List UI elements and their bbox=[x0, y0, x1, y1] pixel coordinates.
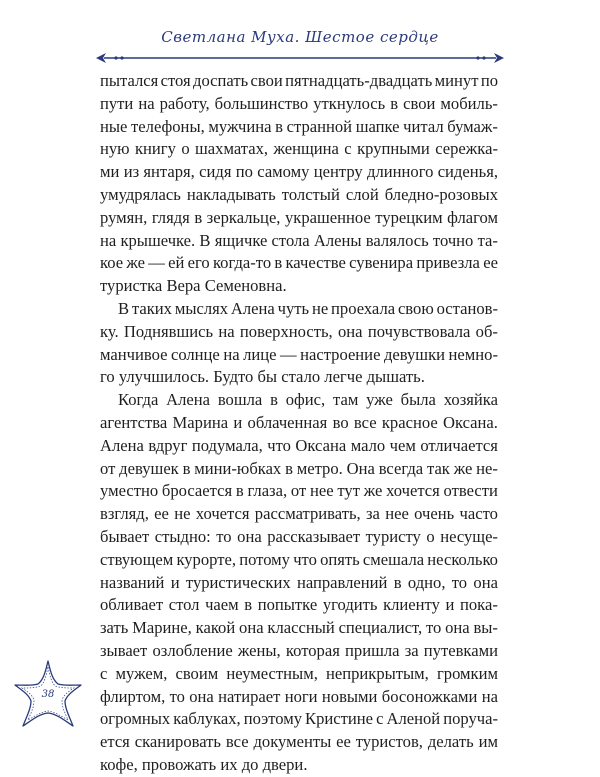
text-line: взгляд, ее не хочется рассматривать, за нее очень часто bbox=[100, 504, 498, 524]
text-line: уместно бросается в глаза, от нее тут же хочется отвести bbox=[100, 481, 498, 501]
arrow-divider-icon bbox=[94, 52, 506, 64]
text-line: зать Марине, какой она классный специалист, то она вы- bbox=[100, 618, 498, 638]
text-line: флиртом, то она натирает ноги новыми босоножками на bbox=[100, 686, 498, 706]
text-line: ствующем курорте, потому что опять смешала несколько bbox=[100, 549, 498, 569]
text-line: названий и туристических направлений в одно, то она bbox=[100, 572, 498, 592]
text-line: го улучшилось. Будто бы стало легче дышать. bbox=[100, 367, 425, 387]
page-header bbox=[0, 0, 600, 64]
text-line: ется сканировать все документы ее туристов, делать им bbox=[100, 732, 498, 752]
text-line: зывает озлобление жены, которая пришла за путевками bbox=[100, 640, 498, 660]
body-text bbox=[100, 70, 498, 777]
text-line: манчивое солнце на лице — настроение девушки немно- bbox=[100, 344, 498, 364]
text-line: ку. Поднявшись на поверхность, она почувствовала об- bbox=[100, 321, 498, 341]
text-line: пытался стоя доспать свои пятнадцать-двадцать минут по bbox=[100, 71, 498, 90]
text-line: кое же — ей его когда-то в качестве сувенира привезла ее bbox=[100, 253, 498, 273]
text-line: ные телефоны, мужчина в странной шапке читал бумаж- bbox=[100, 116, 498, 136]
text-line: румян, глядя в зеркальце, украшенное турецким флагом bbox=[100, 207, 498, 227]
text-line: туристка Вера Семеновна. bbox=[100, 276, 287, 296]
text-line: пути на работу, большинство уткнулось в свои мобиль- bbox=[100, 93, 498, 113]
page-number: 38 bbox=[41, 689, 55, 700]
text-line: Когда Алена вошла в офис, там уже была хозяйка bbox=[118, 390, 498, 410]
running-title: Светлана Муха. Шестое сердце bbox=[161, 28, 439, 46]
text-line: на крышечке. В ящичке стола Алены валялось точно та- bbox=[100, 230, 498, 250]
text-line: умудрялась накладывать толстый слой бледно-розовых bbox=[100, 184, 498, 204]
text-line: В таких мыслях Алена чуть не проехала свою останов- bbox=[118, 298, 498, 318]
text-line: агентства Марина и облаченная во все красное Оксана. bbox=[100, 412, 498, 432]
text-line: кофе, провожать их до двери. bbox=[100, 754, 308, 774]
text-line: бывает стыдно: то она рассказывает туристу о несуще- bbox=[100, 526, 498, 546]
text-line: ми из янтаря, сидя по самому центру длинного сиденья, bbox=[100, 162, 498, 182]
text-line: от девушек в мини-юбках в метро. Она всегда так же не- bbox=[100, 458, 498, 478]
text-line: обливает стол чаем в попытке угодить клиенту и пока- bbox=[100, 595, 498, 615]
text-line: огромных каблуках, поэтому Кристине с Аленой поруча- bbox=[100, 709, 498, 729]
text-line: Алена вдруг подумала, что Оксана мало чем отличается bbox=[100, 435, 498, 455]
text-line: с мужем, своим неуместным, неприкрытым, громким bbox=[100, 663, 498, 683]
text-line: ную книгу о шахматах, женщина с крупными сережка- bbox=[100, 139, 498, 159]
